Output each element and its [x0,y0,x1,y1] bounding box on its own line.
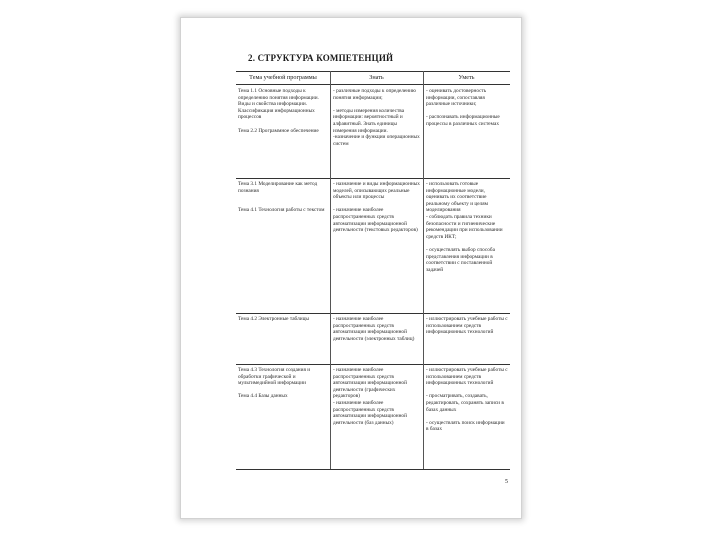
header-can: Уметь [458,74,475,81]
topic-cell: Тема 3.1 Моделирование как метод познания Тема 4.1 Технология работы с текстом [238,181,325,214]
row-divider [236,178,510,179]
section-title: 2. СТРУКТУРА КОМПЕТЕНЦИЙ [248,53,394,63]
page-number: 5 [505,479,508,485]
row-divider [236,364,510,365]
know-cell: - назначение наиболее распространенных средств автоматизации информационной деятельности (графических редакторов) - назначение наиболее распространенных средств автоматизации информационной деятельности (баз данных) [333,367,407,426]
can-cell: - иллюстрировать учебные работы с использованием средств информационных технологий - просматривать, создавать, редактировать, сохранять записи в базах данных - осуществлять поиск информации в базах [426,367,508,433]
header-bottom-rule [236,84,510,85]
know-cell: - назначение наиболее распространенных средств автоматизации информационной деятельности (электронных таблиц) [333,316,415,342]
can-cell: - иллюстрировать учебные работы с использованием средств информационных технологий [426,316,508,336]
header-topic: Тема учебной программы [249,74,317,81]
column-divider [423,71,424,469]
topic-cell: Тема 1.1 Основные подходы к определению понятия информации. Виды и свойства информации. Классификация информационных процессов Тема 2.2 Программное обеспечение [238,88,319,134]
table-bottom-rule [236,469,510,470]
know-cell: - назначение и виды информационных моделей, описывающих реальные объекты или процессы - назначение наиболее распространенных средств автоматизации информационной деятельности (текстовых редакторов) [333,181,420,234]
column-divider [330,71,331,469]
topic-cell: Тема 4.2 Электронные таблицы [238,316,309,322]
can-cell: - оценивать достоверность информации, сопоставляя различные источники; - распознавать информационные процессы в различных системах [426,88,500,127]
know-cell: - различные подходы к определению понятия информации; - методы измерения количества информации: вероятностный и алфавитный. Знать единицы измерения информации. -назначение и функции операционных систем [333,88,420,147]
can-cell: - использовать готовые информационные модели, оценивать их соответствие реальному объекту и целям моделирования - соблюдать правила техники безопасности и гигиенические рекомендации при использовании средств ИКТ; - осуществлять выбор способа представления информации в соответствии с поставленной задачей [426,181,503,273]
table-top-rule [236,71,510,72]
topic-cell: Тема 4.3 Технология создания и обработки графической и мультимедийной информации Тема 4.4 Базы данных [238,367,311,400]
header-know: Знать [369,74,384,81]
row-divider [236,313,510,314]
